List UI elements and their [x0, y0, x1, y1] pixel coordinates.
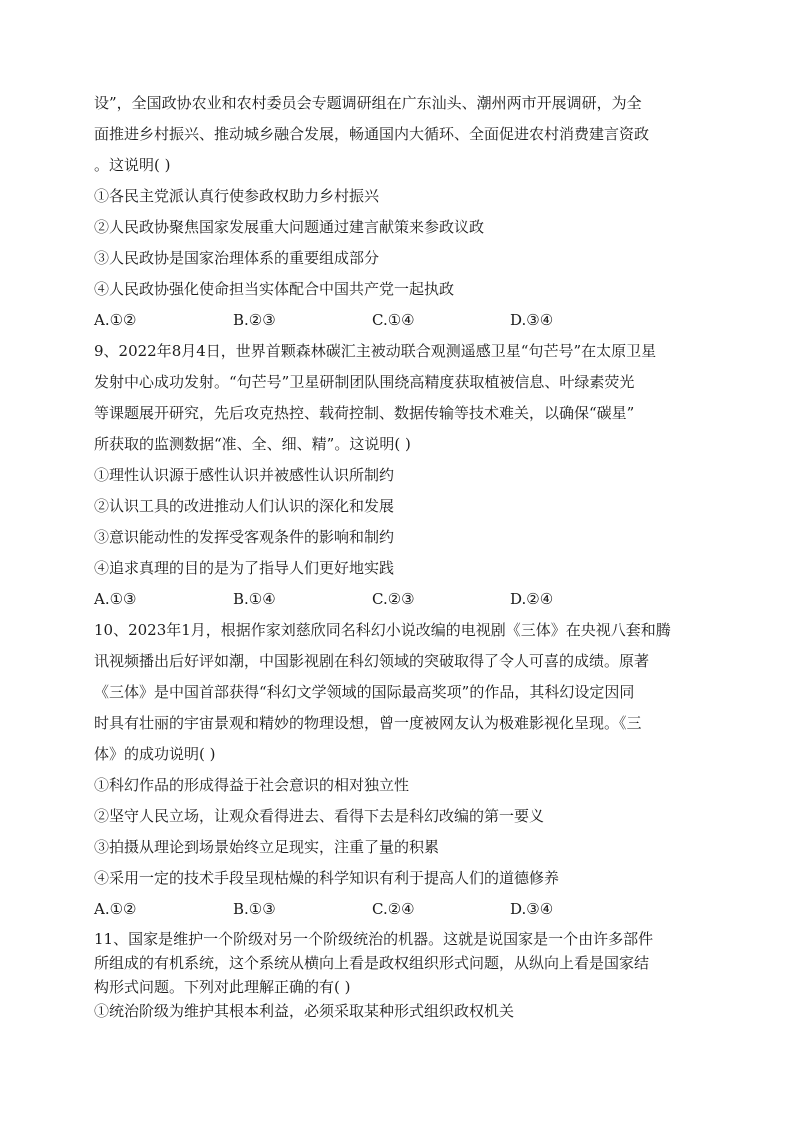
question-stem-line: 讯视频播出后好评如潮，中国影视剧在科幻领域的突破取得了令人可喜的成绩。原著 [94, 652, 650, 670]
answer-choices [94, 305, 706, 336]
question-stem-line: 。这说明( ) [94, 156, 171, 174]
question-stem-line: 《三体》是中国首部获得“科幻文学领域的国际最高奖项”的作品，其科幻设定因同 [94, 683, 635, 701]
question-stem-line: 等课题展开研究，先后攻克热控、载荷控制、数据传输等技术难关，以确保“碳星” [94, 404, 635, 422]
choice-a: A.①② [94, 311, 137, 329]
choice-d: D.②④ [510, 590, 554, 608]
statement-option: ④人民政协强化使命担当实体配合中国共产党一起执政 [94, 280, 455, 298]
question-stem-line: 面推进乡村振兴、推动城乡融合发展，畅通国内大循环、全面促进农村消费建言资政 [94, 125, 650, 143]
statement-option: ③人民政协是国家治理体系的重要组成部分 [94, 249, 380, 267]
question-stem-line: 体》的成功说明( ) [94, 745, 216, 763]
question-stem-line: 11、国家是维护一个阶级对另一个阶级统治的机器。这就是说国家是一个由许多部件 [94, 930, 654, 948]
choice-c: C.②③ [372, 590, 415, 608]
statement-option: ④采用一定的技术手段呈现枯燥的科学知识有利于提高人们的道德修养 [94, 869, 560, 887]
answer-choices [94, 894, 706, 925]
statement-option: ①科幻作品的形成得益于社会意识的相对独立性 [94, 776, 410, 794]
choice-c: C.②④ [372, 900, 415, 918]
statement-option: ②人民政协聚焦国家发展重大问题通过建言献策来参政议政 [94, 218, 485, 236]
question-10 [94, 615, 706, 925]
choice-a: A.①② [94, 900, 137, 918]
statement-option: ②坚守人民立场，让观众看得进去、看得下去是科幻改编的第一要义 [94, 807, 545, 825]
question-stem-line: 9、2022年8月4日，世界首颗森林碳汇主被动联合观测遥感卫星“句芒号”在太原卫星 [94, 342, 657, 360]
choice-a: A.①③ [94, 590, 137, 608]
answer-choices [94, 584, 706, 615]
question-9 [94, 336, 706, 615]
statement-option: ②认识工具的改进推动人们认识的深化和发展 [94, 497, 395, 515]
exam-page [94, 88, 706, 1023]
choice-d: D.③④ [510, 311, 554, 329]
statement-option: ①理性认识源于感性认识并被感性认识所制约 [94, 466, 395, 484]
statement-option: ③拍摄从理论到场景始终立足现实，注重了量的积累 [94, 838, 440, 856]
choice-b: B.①③ [233, 900, 276, 918]
question-8 [94, 88, 706, 336]
question-stem-line: 时具有壮丽的宇宙景观和精妙的物理设想，曾一度被网友认为极难影视化呈现。《三 [94, 714, 642, 732]
statement-option: ③意识能动性的发挥受客观条件的影响和制约 [94, 528, 395, 546]
question-stem-line: 所组成的有机系统，这个系统从横向上看是政权组织形式问题，从纵向上看是国家结 [94, 954, 650, 972]
choice-c: C.①④ [372, 311, 415, 329]
question-stem-line: 构形式问题。下列对此理解正确的有( ) [94, 978, 351, 996]
choice-d: D.③④ [510, 900, 554, 918]
question-stem-line: 10、2023年1月，根据作家刘慈欣同名科幻小说改编的电视剧《三体》在央视八套和腾 [94, 621, 671, 639]
question-stem-line: 设”，全国政协农业和农村委员会专题调研组在广东汕头、潮州两市开展调研，为全 [94, 94, 642, 112]
choice-b: B.②③ [233, 311, 276, 329]
question-11 [94, 927, 706, 1023]
statement-option: ①统治阶级为维护其根本利益，必须采取某种形式组织政权机关 [94, 1002, 515, 1020]
choice-b: B.①④ [233, 590, 276, 608]
question-stem-line: 发射中心成功发射。“句芒号”卫星研制团队围绕高精度获取植被信息、叶绿素荧光 [94, 373, 635, 391]
question-stem-line: 所获取的监测数据“准、全、细、精”。这说明( ) [94, 435, 411, 453]
statement-option: ①各民主党派认真行使参政权助力乡村振兴 [94, 187, 380, 205]
statement-option: ④追求真理的目的是为了指导人们更好地实践 [94, 559, 395, 577]
